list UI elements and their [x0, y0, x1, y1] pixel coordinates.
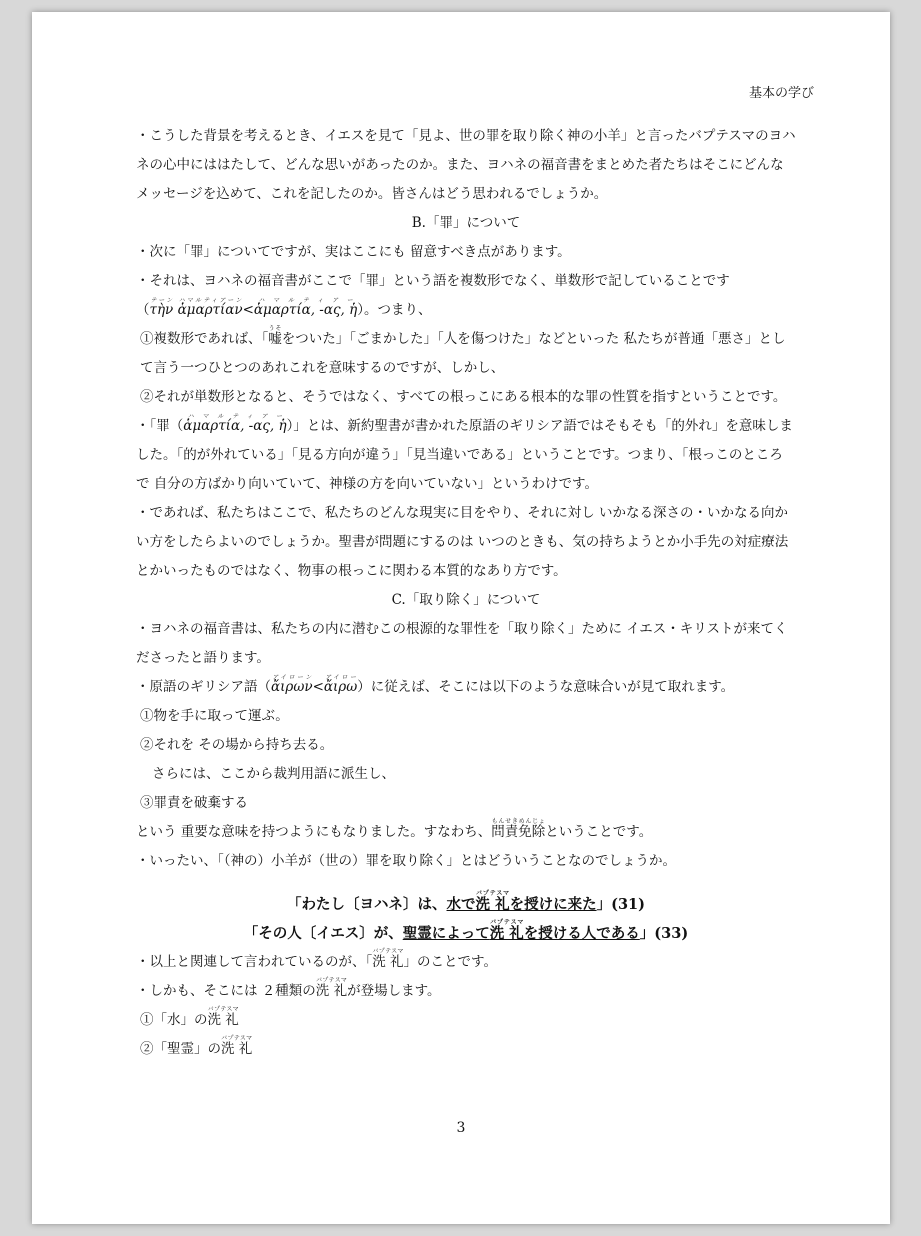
greek-hamartia: ἁμαρτία, -ας, ἡハマルティアー	[253, 297, 358, 318]
running-header: 基本の学び	[748, 86, 814, 101]
greek-hamartia-2: ἁμαρτία, -ας, ἡハマルティアー	[183, 413, 287, 434]
greek-airo: ἄιρωアイロー	[323, 674, 358, 695]
baptism-spirit: ②「聖霊」の洗 礼バプテスマ	[140, 1035, 253, 1057]
paragraph-baptism: ・以上と関連して言われているのが、「洗 礼バプテスマ」のことです。	[136, 948, 497, 970]
section-heading-b: B.「罪」について	[411, 215, 521, 231]
document-page	[32, 12, 890, 1224]
less-than-sign: <	[242, 302, 254, 318]
paragraph-reality: ・であれば、私たちはここで、私たちのどんな現実に目をやり、それに対し いかなる深さの・いかなる向かい方をしたらよいのでしょうか。聖書が問題にするのは いつのときも、気の持ちようとか小手先の対症療法とかいったものではなく、物事の根っこに関わる本質的なあり方です。	[136, 505, 789, 579]
page-number: 3	[456, 1120, 466, 1136]
paragraph-plural: ①複数形であれば、「嘘うそをついた」「ごまかした」「人を傷つけた」などといった 私たちが普通「悪さ」として言う一つひとつのあれこれを意味するのですが、しかし、	[140, 325, 786, 376]
ruby-uso: 嘘うそ	[268, 325, 282, 347]
paragraph-singular: ・それは、ヨハネの福音書がここで「罪」という語を複数形でなく、単数形で記していることです （τὴνテーン ἁμαρτίανハマルティアーン<ἁμαρτία, -ας, ἡハマルティアー）。つまり、	[136, 273, 730, 318]
paragraph-airo: ・原語のギリシア語（ἄιρωνアイローン<ἄιρωアイロー）に従えば、そこには以下のような意味合いが見て取れます。	[136, 674, 735, 695]
greek-airon: ἄιρωνアイローン	[271, 674, 313, 695]
greek-ten: τὴνテーン	[149, 297, 174, 318]
paragraph-sin-intro: ・次に「罪」についてですが、実はここにも 留意すべき点があります。	[136, 244, 571, 260]
paragraph-background: ・こうした背景を考えるとき、イエスを見て「見よ、世の罪を取り除く神の小羊」と言ったバプテスマのヨハネの心中にははたして、どんな思いがあったのか。また、ヨハネの福音書をまとめた者たちはそこにどんなメッセージを込めて、これを記したのか。皆さんはどう思われるでしょうか。	[136, 128, 796, 202]
meaning-1: ①物を手に取って運ぶ。	[140, 708, 289, 724]
headline-line-2: 「その人〔イエス〕が、聖霊によって洗 礼バプテスマを授ける人である」(33)	[243, 919, 689, 942]
section-heading-c: C.「取り除く」について	[391, 592, 541, 608]
singular-text: ・それは、ヨハネの福音書がここで「罪」という語を複数形でなく、単数形で記していることです	[136, 273, 730, 289]
paragraph-two-kinds: ・しかも、そこには ２種類の洗 礼バプテスマが登場します。	[136, 977, 441, 999]
paragraph-menjo: という 重要な意味を持つようにもなりました。すなわち、問責免除もんせきめんじょということです。	[136, 818, 653, 840]
headline-line-1: 「わたし〔ヨハネ〕は、水で洗 礼バプテスマを授けに来た」(31)	[287, 890, 645, 913]
paragraph-remove: ・ヨハネの福音書は、私たちの内に潜むこの根源的な罪性を「取り除く」ために イエス・キリストが来てくださったと語ります。	[136, 621, 788, 666]
paragraph-hamartia: ・「罪（ἁμαρτία, -ας, ἡハマルティアー）」とは、新約聖書が書かれた原語のギリシア語ではそもそも「的外れ」を意味しました。「的が外れている」「見る方向が違う」「見当違いである」ということです。つまり、「根っこのところで 自分の方ばかり向いていて、神様の方を向いていない」というわけです。	[136, 413, 793, 492]
meaning-2: ②それを その場から持ち去る。	[140, 737, 334, 753]
baptism-water: ①「水」の洗 礼バプテスマ	[140, 1006, 239, 1028]
greek-hamartian: ἁμαρτίανハマルティアーン	[177, 297, 243, 318]
meaning-derived: さらには、ここから裁判用語に派生し、	[152, 766, 395, 782]
meaning-3: ③罪責を破棄する	[140, 795, 248, 811]
ruby-menjo: 問責免除もんせきめんじょ	[491, 818, 546, 840]
paragraph-question: ・いったい、「（神の）小羊が（世の）罪を取り除く」とはどういうことなのでしょうか。	[136, 853, 676, 869]
document-body	[136, 122, 796, 1064]
tsumari-text: ）。つまり、	[357, 302, 432, 318]
paragraph-singular-meaning: ②それが単数形となると、そうではなく、すべての根っこにある根本的な罪の性質を指すということです。	[140, 389, 787, 405]
